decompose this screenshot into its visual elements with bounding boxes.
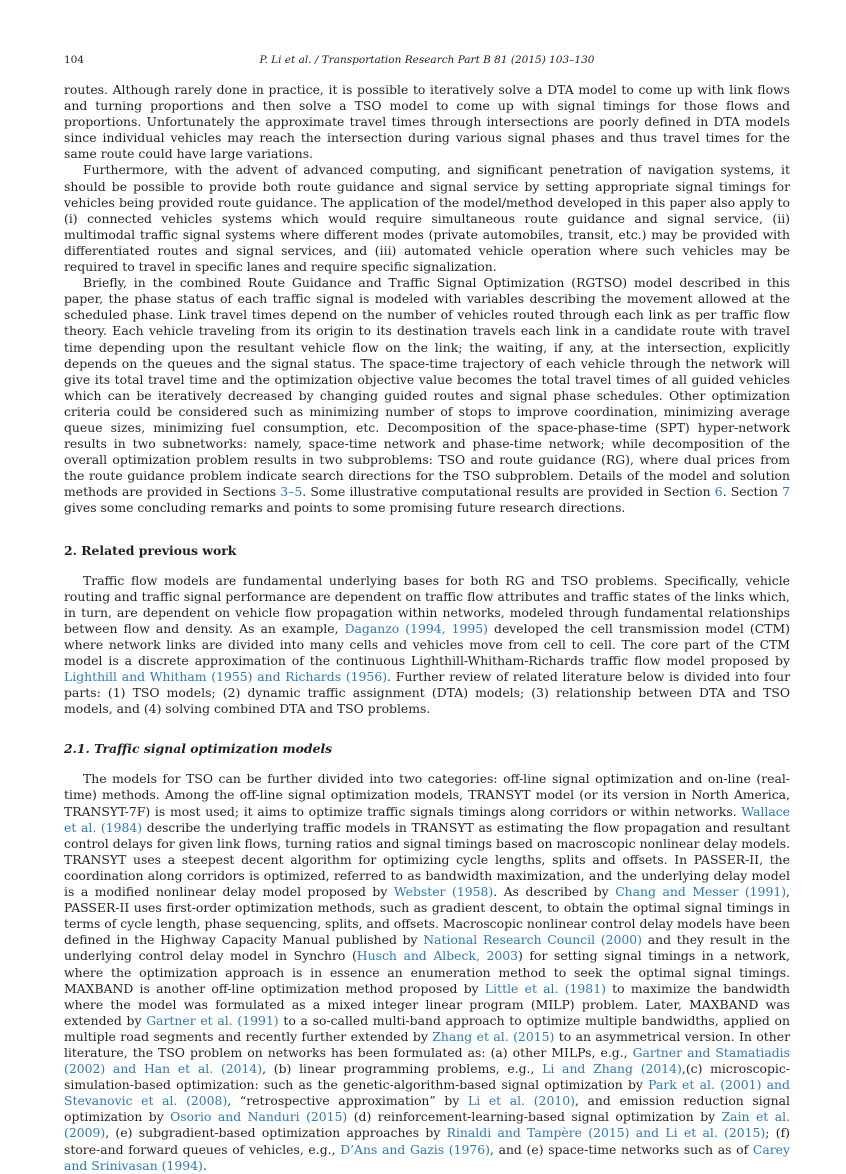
- paragraph-text: and they result in the underlying control delay model in Synchro (: [64, 932, 790, 964]
- citation-link[interactable]: National Research Council (2000): [423, 932, 642, 948]
- citation-link[interactable]: Zain et al. (2009): [64, 1109, 790, 1141]
- citation-link[interactable]: Daganzo (1994, 1995): [344, 620, 488, 636]
- paragraph-text: . Some illustrative computational results are provided in Section: [302, 484, 715, 500]
- citation-link[interactable]: Gartner et al. (1991): [146, 1012, 279, 1028]
- paragraph: [64, 573, 790, 718]
- paragraph-text: (d) reinforcement-learning-based signal optimization by: [347, 1109, 722, 1125]
- subsection-heading: 2.1. Traffic signal optimization models: [64, 741, 333, 757]
- citation-link[interactable]: Webster (1958): [393, 884, 494, 900]
- paragraph-text: , and (e) space-time networks such as of: [489, 1141, 753, 1157]
- paragraph-text: to a so-called multi-band approach to optimize multiple bandwidths, applied on multiple road segments and recently further extended by: [64, 1012, 790, 1044]
- citation-link[interactable]: Lighthill and Whitham (1955) and Richards (1956): [64, 669, 388, 685]
- paragraph-text: . As described by: [493, 884, 616, 900]
- paragraph-text: routes. Although rarely done in practice, it is possible to iteratively solve a DTA model to come up with link flows and turning proportions and then solve a TSO model to come up with signal timings for those flows and proportions. Unfortunately the approximate travel times through intersections are poorly defined in DTA models since individual vehicles may reach the intersection during various signal phases and thus travel times for the same route could have large variations.: [64, 82, 790, 162]
- paragraph-text: . Section: [722, 484, 783, 500]
- citation-link[interactable]: Osorio and Nanduri (2015): [170, 1109, 348, 1125]
- citation-link[interactable]: Rinaldi and Tampère (2015) and Li et al. (2015): [446, 1125, 766, 1141]
- paragraph-text: Furthermore, with the advent of advanced computing, and significant penetration of navigation systems, it should be possible to provide both route guidance and signal service by setting appropriate signal timings for vehicles being provided route guidance. The application of the model/method developed in this paper also apply to (i) connected vehicles systems which would require simultaneous route guidance and signal service, (ii) multimodal traffic signal systems where different modes (private automobiles, transit, etc.) may be provided with differentiated routes and signal services, and (iii) automated vehicle operation where such vehicles may be required to travel in specific lanes and require specific signalization.: [64, 162, 790, 275]
- citation-link[interactable]: D’Ans and Gazis (1976): [340, 1141, 490, 1157]
- paragraph-text: ,(c) microscopic-simulation-based optimization: such as the genetic-algorithm-based signal optimization by: [64, 1061, 790, 1093]
- paragraph-text: Traffic flow models are fundamental underlying bases for both RG and TSO problems. Specifically, vehicle routing and traffic signal performance are dependent on traffic flow attributes and traffic states of the links which, in turn, are dependent on vehicle flow propagation within networks, modeled through fundamental relationships between flow and density. As an example,: [64, 572, 790, 636]
- paragraph: [64, 275, 790, 516]
- citation-link[interactable]: Gartner and Stamatiadis (2002) and Han et al. (2014): [64, 1044, 790, 1077]
- citation-link[interactable]: Little et al. (1981): [484, 980, 606, 996]
- paragraph-text: . Further review of related literature below is divided into four parts: (1) TSO models; (2) dynamic traffic assignment (DTA) models; (3) relationship between DTA and TSO models, and (4) solving combined DTA and TSO problems.: [64, 669, 791, 717]
- paragraph-text: gives some concluding remarks and points to some promising future research directions.: [64, 500, 626, 516]
- citation-link[interactable]: Park et al. (2001) and Stevanovic et al. (2008): [64, 1077, 790, 1109]
- paragraph-text: , and emission reduction signal optimization by: [64, 1093, 791, 1125]
- paragraph-text: ) for setting signal timings in a network, where the optimization approach is in essence an enumeration method to seek the optimal signal timings. MAXBAND is another off-line optimization method proposed by: [64, 948, 790, 996]
- paragraph: [64, 162, 790, 275]
- section-heading: 2. Related previous work: [64, 542, 237, 558]
- paragraph-text: to an asymmetrical version. In other literature, the TSO problem on networks has been formulated as: (a) other MILPs, e.g.,: [64, 1028, 790, 1060]
- paragraph: [64, 82, 790, 162]
- paragraph-text: describe the underlying traffic models in TRANSYT as estimating the flow propagation and resultant control delays for given link flows, turning ratios and signal timings based on macroscopic nonlinear delay models. TRANSYT uses a steepest decent algorithm for optimizing cycle lengths, splits and offsets. In PASSER-II, the coordination along corridors is optimized, referred to as bandwidth maximization, and the underlying delay model is a modified nonlinear delay model proposed by: [64, 819, 790, 900]
- section-link[interactable]: 6: [714, 484, 723, 500]
- article-body: [64, 82, 790, 1174]
- paragraph-text: , “retrospective approximation” by: [227, 1093, 468, 1109]
- citation-link[interactable]: Husch and Albeck, 2003: [356, 948, 519, 964]
- paragraph-text: ; (f) store-and forward queues of vehicles, e.g.,: [64, 1125, 790, 1157]
- paragraph-text: Briefly, in the combined Route Guidance and Traffic Signal Optimization (RGTSO) model described in this paper, the phase status of each traffic signal is modeled with variables describing the movement allowed at the scheduled phase. Link travel times depend on the number of vehicles routed through each link as per traffic flow theory. Each vehicle traveling from its origin to its destination travels each link in a candidate route with travel time depending upon the resultant vehicle flow on the link; the waiting, if any, at the intersection, explicitly depends on the queues and the signal status. The space-time trajectory of each vehicle through the network will give its total travel time and the optimization objective value becomes the total travel times of all guided vehicles which can be iteratively decreased by changing guided routes and signal phase schedules. Other optimization criteria could be considered such as minimizing number of stops to improve coordination, minimizing average queue sizes, minimizing fuel consumption, etc. Decomposition of the space-phase-time (SPT) hyper-network results in two subnetworks: namely, space-time network and phase-time network; while decomposition of the overall optimization problem results in two subproblems: TSO and route guidance (RG), where dual prices from the route guidance problem indicate search directions for the TSO subproblem. Details of the model and solution methods are provided in Sections: [64, 275, 790, 500]
- paragraph: [64, 771, 790, 1173]
- citation-link[interactable]: Chang and Messer (1991): [615, 884, 787, 900]
- running-head: P. Li et al. / Transportation Research Part B 81 (2015) 103–130: [259, 54, 595, 66]
- citation-link[interactable]: Zhang et al. (2015): [432, 1028, 555, 1044]
- paragraph-text: , (e) subgradient-based optimization approaches by: [105, 1125, 447, 1141]
- journal-page: [64, 52, 790, 1174]
- paragraph-text: to maximize the bandwidth where the model was formulated as a mixed integer linear program (MILP) problem. Later, MAXBAND was extended by: [64, 980, 790, 1028]
- paragraph-text: developed the cell transmission model (CTM) where network links are divided into many cells and vehicles move from cell to cell. The core part of the CTM model is a discrete approximation of the continuous Lighthill-Whitham-Richards traffic flow model proposed by: [64, 620, 790, 668]
- page-number: 104: [64, 54, 85, 66]
- section-link[interactable]: 7: [782, 484, 791, 500]
- citation-link[interactable]: Li and Zhang (2014): [542, 1061, 682, 1077]
- page-header: [64, 52, 790, 68]
- citation-link[interactable]: Wallace et al. (1984): [64, 803, 790, 835]
- paragraph-text: , (b) linear programming problems, e.g.,: [262, 1061, 543, 1077]
- paragraph-text: The models for TSO can be further divided into two categories: off-line signal optimization and on-line (real-time) methods. Among the off-line signal optimization models, TRANSYT model (or its version in North America, TRANSYT-7F) is most used; it aims to optimize traffic signals timings along corridors or within networks.: [64, 771, 790, 819]
- citation-link[interactable]: Carey and Srinivasan (1994): [64, 1141, 790, 1173]
- citation-link[interactable]: Li et al. (2010): [467, 1093, 575, 1109]
- paragraph-text: .: [202, 1157, 207, 1173]
- section-link[interactable]: 3–5: [280, 484, 303, 500]
- paragraph-text: , PASSER-II uses first-order optimization methods, such as gradient descent, to obtain the optimal signal timings in terms of cycle length, phase sequencing, splits, and offsets. Macroscopic nonlinear control delay models have been defined in the Highway Capacity Manual published by: [64, 884, 790, 948]
